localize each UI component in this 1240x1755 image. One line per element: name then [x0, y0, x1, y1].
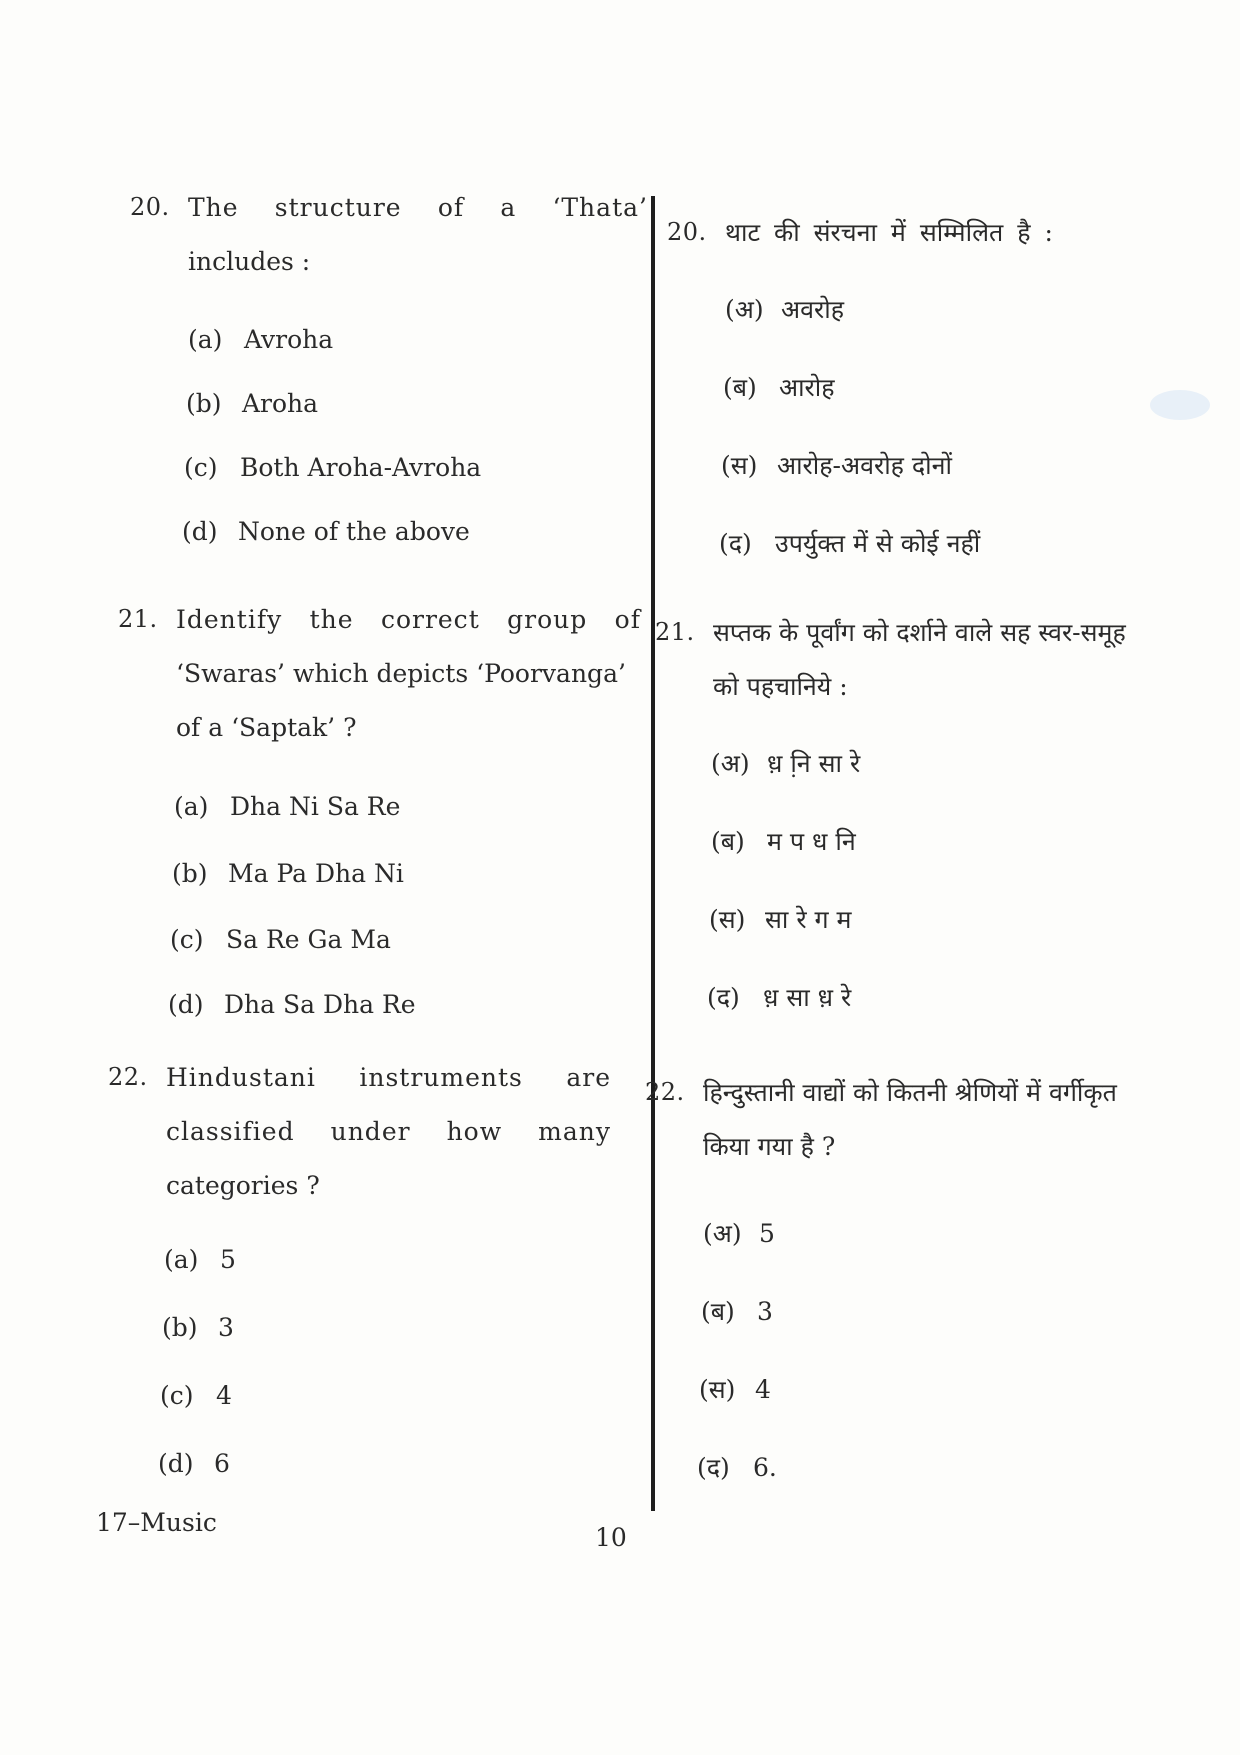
option-b[interactable]	[701, 1294, 773, 1328]
option-text: सा रे ग म	[765, 905, 852, 934]
option-c[interactable]	[721, 448, 952, 482]
option-d[interactable]	[158, 1449, 230, 1478]
option-text: Both Aroha-Avroha	[240, 453, 482, 482]
stem-word: under	[330, 1117, 411, 1146]
option-label: (b)	[186, 389, 222, 418]
stem-word: a	[500, 193, 517, 222]
question-stem	[176, 593, 641, 755]
option-text: Ma Pa Dha Ni	[228, 859, 404, 888]
option-label: (अ)	[725, 295, 764, 324]
question-number: 20.	[130, 193, 170, 221]
option-d[interactable]	[182, 517, 470, 546]
option-text: ध़ सा ध़ रे	[763, 983, 852, 1012]
stem-word: correct	[380, 605, 480, 634]
option-text: आरोह-अवरोह दोनों	[777, 451, 952, 480]
option-text: 6.	[753, 1453, 777, 1482]
option-text: आरोह	[779, 373, 835, 402]
option-label: (ब)	[701, 1297, 735, 1326]
option-text: 4	[755, 1375, 771, 1404]
stem-line-2: को पहचानिये :	[713, 672, 848, 701]
option-text: 5	[759, 1219, 775, 1248]
option-label: (स)	[721, 451, 758, 480]
option-d[interactable]	[707, 980, 851, 1014]
stem-line-2	[166, 1105, 611, 1159]
option-text: म प ध नि	[767, 827, 856, 856]
option-label: (अ)	[703, 1219, 742, 1248]
option-text: उपर्युक्त में से कोई नहीं	[775, 529, 981, 558]
question-number: 21.	[118, 605, 158, 633]
option-label: (d)	[168, 990, 204, 1019]
option-text: 4	[216, 1381, 232, 1410]
stem-line-3: of a ‘Saptak’ ?	[176, 713, 357, 742]
option-text: Dha Ni Sa Re	[230, 792, 401, 821]
option-text: 3	[757, 1297, 773, 1326]
option-a[interactable]	[164, 1245, 236, 1274]
option-label: (द)	[719, 529, 752, 558]
option-c[interactable]	[184, 453, 481, 482]
option-label: (b)	[162, 1313, 198, 1342]
option-label: (d)	[158, 1449, 194, 1478]
question-stem	[713, 606, 1163, 714]
option-text: Avroha	[244, 325, 334, 354]
stem-line-2: किया गया है ?	[703, 1132, 836, 1161]
option-label: (स)	[699, 1375, 736, 1404]
stem-word: the	[309, 605, 354, 634]
stem-word: ‘Thata’	[552, 193, 648, 222]
option-b[interactable]	[186, 389, 318, 418]
stem-line-2: includes :	[188, 247, 311, 276]
question-stem	[188, 181, 648, 289]
option-text: Aroha	[242, 389, 319, 418]
stem-word: structure	[274, 193, 402, 222]
page-number: 10	[595, 1523, 627, 1552]
option-c[interactable]	[170, 925, 391, 954]
question-stem: थाट की संरचना में सम्मिलित है :	[725, 218, 1053, 247]
stem-line-1: हिन्दुस्तानी वाद्यों को कितनी श्रेणियों में वर्गीकृत	[703, 1078, 1117, 1107]
option-d[interactable]	[168, 990, 416, 1019]
question-stem	[703, 1066, 1163, 1174]
option-c[interactable]	[709, 902, 851, 936]
option-label: (b)	[172, 859, 208, 888]
question-number: 22.	[645, 1078, 685, 1106]
stem-word: are	[566, 1063, 611, 1092]
question-number: 22.	[108, 1063, 148, 1091]
stem-word: of	[437, 193, 465, 222]
stem-word: Hindustani	[166, 1063, 316, 1092]
option-text: 6	[214, 1449, 230, 1478]
stem-word: classified	[166, 1117, 295, 1146]
option-c[interactable]	[160, 1381, 232, 1410]
option-d[interactable]	[697, 1450, 777, 1484]
option-label: (द)	[707, 983, 740, 1012]
stem-word: many	[538, 1117, 611, 1146]
option-b[interactable]	[172, 859, 404, 888]
option-a[interactable]	[174, 792, 400, 821]
stem-word: of	[614, 605, 641, 634]
question-number: 20.	[667, 218, 707, 246]
stem-line-1	[176, 593, 641, 647]
column-divider	[651, 196, 655, 1511]
option-text: Dha Sa Dha Re	[224, 990, 416, 1019]
option-label: (a)	[174, 792, 209, 821]
option-label: (c)	[184, 453, 218, 482]
option-label: (स)	[709, 905, 746, 934]
stem-line-2: ‘Swaras’ which depicts ‘Poorvanga’	[176, 659, 626, 688]
option-label: (ब)	[711, 827, 745, 856]
stem-word: Identify	[176, 605, 283, 634]
option-text: Sa Re Ga Ma	[226, 925, 391, 954]
option-label: (a)	[164, 1245, 199, 1274]
paper-stain	[1150, 390, 1210, 420]
option-text: अवरोह	[781, 295, 844, 324]
option-label: (d)	[182, 517, 218, 546]
stem-line-1	[188, 181, 648, 235]
option-text: None of the above	[238, 517, 470, 546]
stem-line-1	[166, 1051, 611, 1105]
stem-word: group	[507, 605, 588, 634]
option-text: ध़ नि़ सा रे	[767, 749, 861, 778]
stem-word: instruments	[359, 1063, 523, 1092]
stem-line-1: सप्तक के पूर्वांग को दर्शाने वाले सह स्वर-समूह	[713, 618, 1126, 647]
option-label: (c)	[160, 1381, 194, 1410]
option-a[interactable]	[725, 292, 844, 326]
option-b[interactable]	[162, 1313, 234, 1342]
option-a[interactable]	[188, 325, 333, 354]
option-label: (द)	[697, 1453, 730, 1482]
question-number: 21.	[655, 618, 695, 646]
stem-word: The	[188, 193, 239, 222]
option-label: (c)	[170, 925, 204, 954]
option-label: (ब)	[723, 373, 757, 402]
stem-word: how	[446, 1117, 503, 1146]
option-d[interactable]	[719, 526, 980, 560]
option-c[interactable]	[699, 1372, 771, 1406]
stem-line-3: categories ?	[166, 1171, 320, 1200]
option-b[interactable]	[711, 824, 856, 858]
option-label: (अ)	[711, 749, 750, 778]
option-text: 5	[220, 1245, 236, 1274]
question-stem	[166, 1051, 611, 1213]
option-label: (a)	[188, 325, 223, 354]
paper-code: 17–Music	[96, 1508, 217, 1537]
option-text: 3	[218, 1313, 234, 1342]
option-b[interactable]	[723, 370, 835, 404]
option-a[interactable]	[711, 746, 860, 780]
option-a[interactable]	[703, 1216, 775, 1250]
